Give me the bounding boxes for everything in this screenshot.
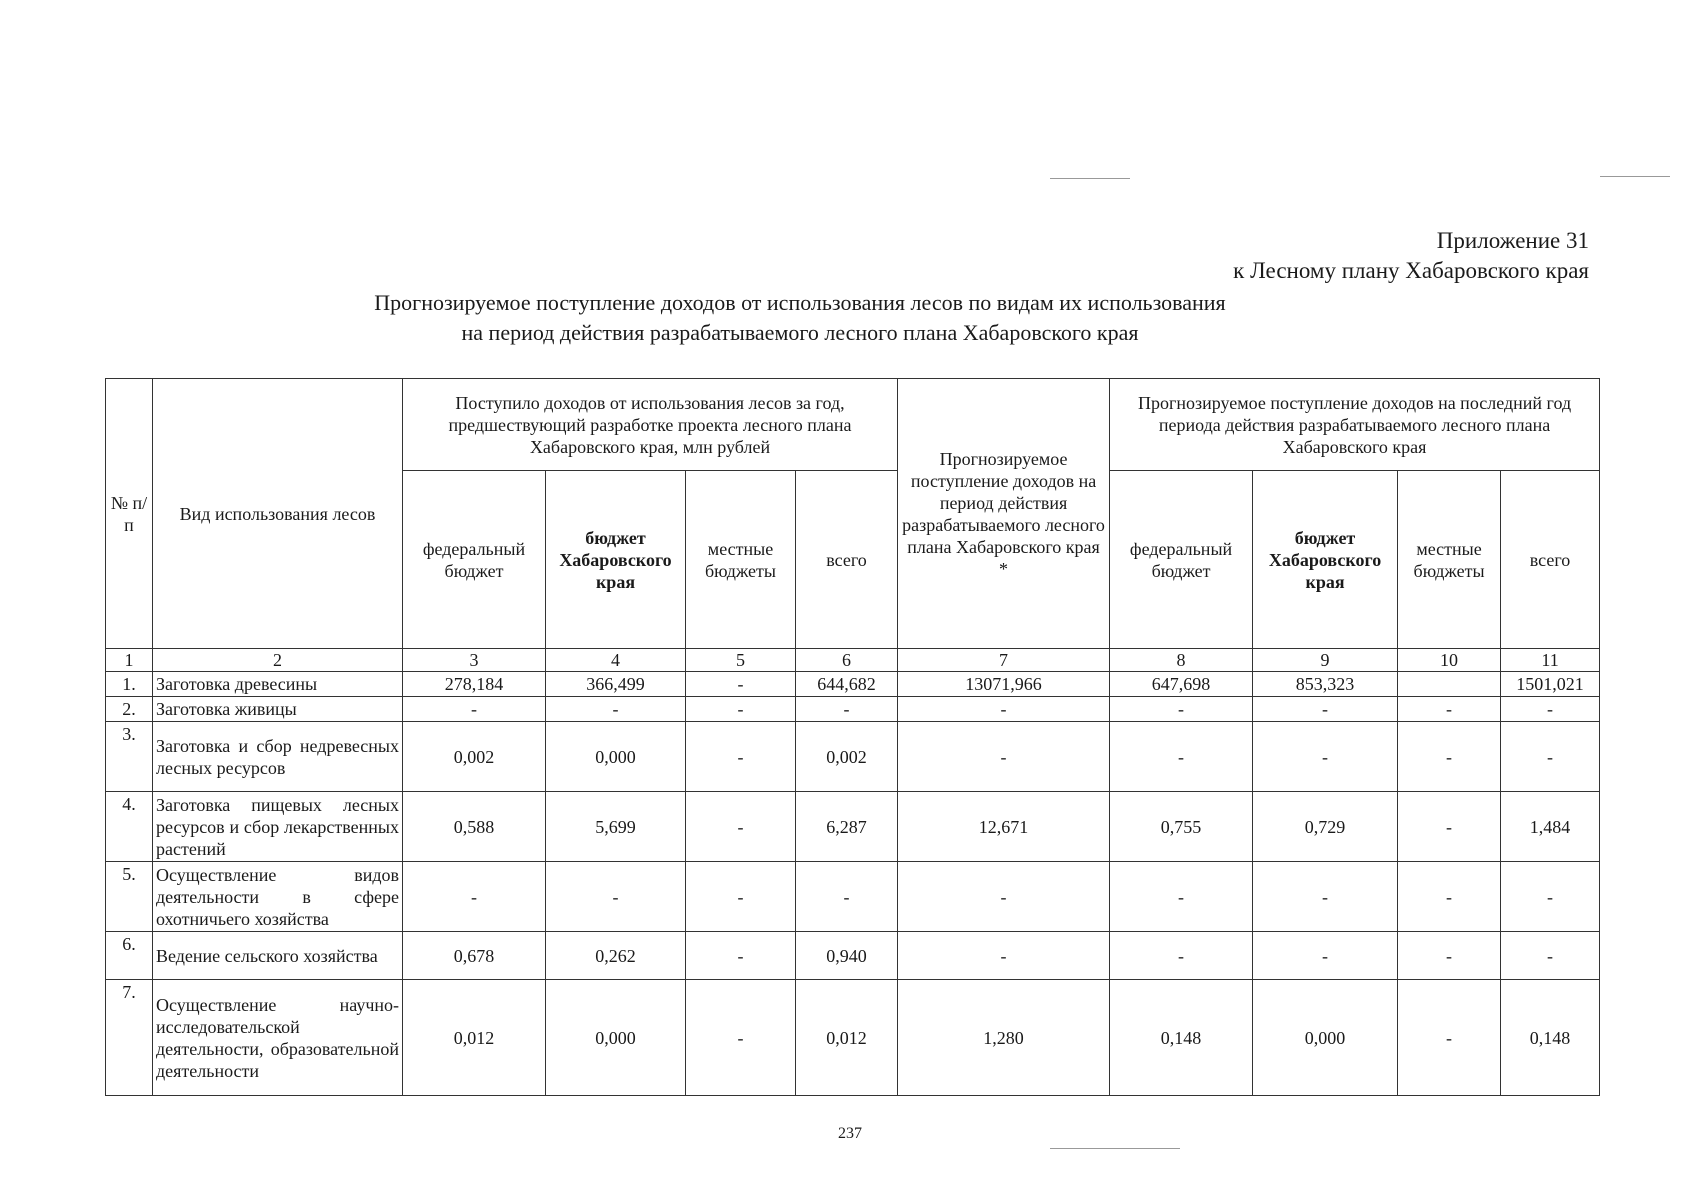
- cell-regional-received: 0,262: [546, 932, 686, 980]
- cell-total-received: -: [796, 862, 898, 932]
- header-number: № п/п: [106, 379, 153, 649]
- header-local-budgets: местные бюджеты: [686, 471, 796, 649]
- header-total: всего: [1501, 471, 1600, 649]
- column-number: 8: [1110, 649, 1253, 672]
- header-regional-budget: бюджет Хабаровского края: [546, 471, 686, 649]
- column-number: 7: [898, 649, 1110, 672]
- forest-use-kind: Осуществление видов деятельности в сфере охотничьего хозяйства: [153, 862, 403, 932]
- cell-regional-forecast: -: [1253, 697, 1398, 722]
- cell-local-forecast: -: [1398, 792, 1501, 862]
- cell-federal-received: 0,678: [403, 932, 546, 980]
- cell-total-received: 0,940: [796, 932, 898, 980]
- header-total: всего: [796, 471, 898, 649]
- appendix-label: Приложение 31: [1436, 228, 1589, 253]
- cell-local-forecast: -: [1398, 697, 1501, 722]
- cell-federal-forecast: 0,755: [1110, 792, 1253, 862]
- cell-federal-forecast: -: [1110, 722, 1253, 792]
- cell-regional-forecast: 853,323: [1253, 672, 1398, 697]
- document-title-line-1: Прогнозируемое поступление доходов от использования лесов по видам их использования: [374, 290, 1226, 315]
- header-local-budgets: местные бюджеты: [1398, 471, 1501, 649]
- cell-local-received: -: [686, 792, 796, 862]
- forest-use-kind: Ведение сельского хозяйства: [153, 932, 403, 980]
- header-forecast-last-year: Прогнозируемое поступление доходов на последний год периода действия разрабатываемого лесного плана Хабаровского края: [1110, 379, 1600, 471]
- cell-total-forecast: -: [1501, 722, 1600, 792]
- cell-total-forecast: 0,148: [1501, 980, 1600, 1096]
- cell-local-received: -: [686, 932, 796, 980]
- table-row: [106, 980, 1600, 1096]
- cell-federal-forecast: 0,148: [1110, 980, 1253, 1096]
- cell-federal-forecast: -: [1110, 697, 1253, 722]
- cell-local-forecast: [1398, 672, 1501, 697]
- cell-forecast-period: -: [898, 862, 1110, 932]
- cell-regional-forecast: -: [1253, 862, 1398, 932]
- cell-total-forecast: 1501,021: [1501, 672, 1600, 697]
- cell-regional-received: 5,699: [546, 792, 686, 862]
- column-number: 4: [546, 649, 686, 672]
- forest-use-kind: Заготовка и сбор недревесных лесных ресурсов: [153, 722, 403, 792]
- cell-total-received: 644,682: [796, 672, 898, 697]
- column-number: 2: [153, 649, 403, 672]
- document-title: [200, 288, 1400, 348]
- column-number-row: [106, 649, 1600, 672]
- row-number: 1.: [106, 672, 153, 697]
- cell-local-received: -: [686, 672, 796, 697]
- row-number: 4.: [106, 792, 153, 862]
- column-number: 11: [1501, 649, 1600, 672]
- document-title-line-2: на период действия разрабатываемого лесного плана Хабаровского края: [461, 320, 1139, 345]
- cell-local-forecast: -: [1398, 722, 1501, 792]
- cell-regional-received: 0,000: [546, 722, 686, 792]
- cell-federal-received: 278,184: [403, 672, 546, 697]
- cell-total-received: -: [796, 697, 898, 722]
- cell-local-received: -: [686, 722, 796, 792]
- table-row: [106, 932, 1600, 980]
- cell-forecast-period: 13071,966: [898, 672, 1110, 697]
- cell-total-forecast: -: [1501, 862, 1600, 932]
- cell-regional-received: -: [546, 697, 686, 722]
- table-row: [106, 672, 1600, 697]
- table-row: [106, 722, 1600, 792]
- table-row: [106, 697, 1600, 722]
- cell-total-received: 0,002: [796, 722, 898, 792]
- page-number: 237: [838, 1125, 862, 1142]
- revenue-table: [105, 378, 1600, 1096]
- cell-local-forecast: -: [1398, 980, 1501, 1096]
- cell-federal-received: 0,012: [403, 980, 546, 1096]
- cell-total-received: 0,012: [796, 980, 898, 1096]
- row-number: 3.: [106, 722, 153, 792]
- cell-total-forecast: 1,484: [1501, 792, 1600, 862]
- cell-federal-forecast: -: [1110, 932, 1253, 980]
- header-federal-budget: федеральный бюджет: [1110, 471, 1253, 649]
- header-received-income: Поступило доходов от использования лесов за год, предшествующий разработке проекта лесного плана Хабаровского края, млн рублей: [403, 379, 898, 471]
- cell-local-received: -: [686, 862, 796, 932]
- cell-total-forecast: -: [1501, 932, 1600, 980]
- column-number: 1: [106, 649, 153, 672]
- cell-federal-forecast: -: [1110, 862, 1253, 932]
- cell-forecast-period: 12,671: [898, 792, 1110, 862]
- header-forest-use-kind: Вид использования лесов: [153, 379, 403, 649]
- forest-use-kind: Заготовка живицы: [153, 697, 403, 722]
- row-number: 6.: [106, 932, 153, 980]
- cell-federal-received: 0,002: [403, 722, 546, 792]
- header-forecast-period: Прогнозируемое поступление доходов на период действия разрабатываемого лесного плана Хабаровского края *: [898, 379, 1110, 649]
- cell-federal-received: -: [403, 697, 546, 722]
- forest-use-kind: Заготовка древесины: [153, 672, 403, 697]
- row-number: 7.: [106, 980, 153, 1096]
- forest-use-kind: Осуществление научно-исследовательской деятельности, образовательной деятельности: [153, 980, 403, 1096]
- scan-artifact: [1600, 176, 1670, 177]
- column-number: 3: [403, 649, 546, 672]
- forest-use-kind: Заготовка пищевых лесных ресурсов и сбор лекарственных растений: [153, 792, 403, 862]
- table-row: [106, 862, 1600, 932]
- cell-forecast-period: -: [898, 932, 1110, 980]
- header-regional-budget: бюджет Хабаровского края: [1253, 471, 1398, 649]
- scan-artifact: [1050, 1148, 1180, 1149]
- cell-regional-forecast: -: [1253, 722, 1398, 792]
- cell-total-forecast: -: [1501, 697, 1600, 722]
- cell-regional-received: 366,499: [546, 672, 686, 697]
- column-number: 6: [796, 649, 898, 672]
- cell-federal-received: -: [403, 862, 546, 932]
- cell-regional-received: -: [546, 862, 686, 932]
- scan-artifact: [1050, 178, 1130, 179]
- cell-regional-forecast: 0,729: [1253, 792, 1398, 862]
- revenue-table-container: [105, 378, 1599, 1096]
- cell-local-forecast: -: [1398, 862, 1501, 932]
- row-number: 2.: [106, 697, 153, 722]
- cell-regional-forecast: 0,000: [1253, 980, 1398, 1096]
- table-row: [106, 792, 1600, 862]
- column-number: 10: [1398, 649, 1501, 672]
- cell-total-received: 6,287: [796, 792, 898, 862]
- cell-forecast-period: -: [898, 697, 1110, 722]
- cell-local-received: -: [686, 697, 796, 722]
- cell-local-forecast: -: [1398, 932, 1501, 980]
- column-number: 9: [1253, 649, 1398, 672]
- cell-local-received: -: [686, 980, 796, 1096]
- cell-federal-received: 0,588: [403, 792, 546, 862]
- cell-forecast-period: 1,280: [898, 980, 1110, 1096]
- cell-forecast-period: -: [898, 722, 1110, 792]
- appendix-reference: к Лесному плану Хабаровского края: [1233, 258, 1589, 283]
- header-federal-budget: федеральный бюджет: [403, 471, 546, 649]
- cell-federal-forecast: 647,698: [1110, 672, 1253, 697]
- column-number: 5: [686, 649, 796, 672]
- row-number: 5.: [106, 862, 153, 932]
- cell-regional-received: 0,000: [546, 980, 686, 1096]
- cell-regional-forecast: -: [1253, 932, 1398, 980]
